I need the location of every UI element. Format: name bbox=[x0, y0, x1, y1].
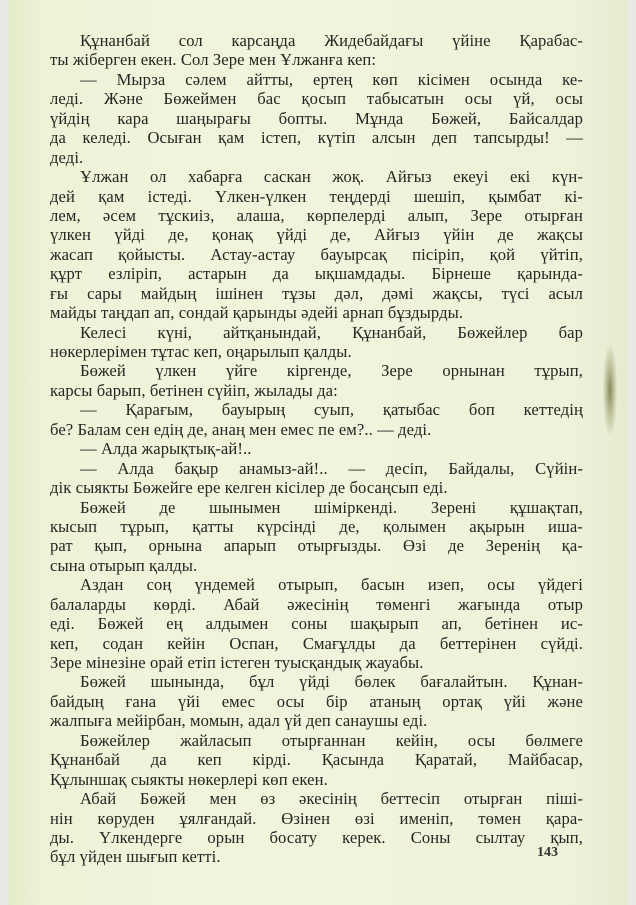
text-line: Бөжей де шынымен шіміркенді. Зерені құшақтап, bbox=[80, 497, 583, 517]
text-line: карсы барып, бетінен сүйіп, жылады да: bbox=[50, 380, 338, 400]
text-line: Құнанбай сол карсаңда Жидебайдағы үйіне Қарабас- bbox=[80, 31, 583, 50]
text-line: нөкерлерімен тұтас кеп, оңарылып қалды. bbox=[50, 342, 352, 361]
text-line: Зере мінезіне орай етіп істеген туысқандық жауабы. bbox=[50, 653, 424, 672]
text-line: байдың ғана үйі емес осы бір атаның ортақ үйі және bbox=[50, 691, 583, 711]
text-line: кысып тұрып, қатты күрсінді де, қолымен ақырын иша- bbox=[50, 516, 583, 536]
text-line: жасап қойысты. Астау-астау бауырсақ пісіріп, қой үйтіп, bbox=[50, 244, 583, 264]
text-line: да келеді. Осыған қам істеп, күтіп алсын деп тапсырды! — bbox=[50, 128, 583, 148]
text-line: Абай Бөжей мен өз әкесінің беттесіп отырған пішi- bbox=[80, 789, 583, 809]
text-line: кеп, содан кейін Оспан, Смағұлды да беттерінен сүйді. bbox=[50, 633, 583, 653]
text-line: деді. bbox=[50, 147, 84, 167]
text-line: үлкен үйді де, қонақ үйді де, Айғыз үйін де жақсы bbox=[50, 225, 583, 245]
text-line: леді. Және Бөжеймен бас қосып табысатын осы үй, осы bbox=[50, 89, 583, 109]
text-line: ғы сары майдың ішінен тұзы дәл, дәмі жақсы, түсі асыл bbox=[50, 283, 583, 303]
text-line: — Алда бақыр анамыз-ай!.. — десіп, Байдалы, Сүйін- bbox=[80, 458, 583, 478]
text-line: — Алда жарықтық-ай!.. bbox=[80, 439, 252, 459]
text-line: — Мырза сәлем айтты, ертең көп кісімен осында ке- bbox=[80, 69, 583, 89]
text-line: жалпыға мейірбан, момын, адал үй деп санаушы еді. bbox=[50, 711, 428, 731]
text-line: балаларды көрді. Абай әжесінің төменгі жағында отыр bbox=[50, 594, 583, 614]
text-line: Бөжей үлкен үйге кіргенде, Зере орнынан тұрып, bbox=[80, 361, 583, 381]
text-line: бе? Балам сен едің де, анаң мен емес пе ем?.. — деді. bbox=[50, 419, 432, 439]
text-line: Аздан соң үндемей отырып, басын изеп, осы үйдегі bbox=[80, 575, 583, 595]
page-number: 143 bbox=[537, 845, 558, 860]
text-line: лем, әсем тұскиіз, алаша, көрпелерді алып, Зере отырған bbox=[50, 205, 583, 225]
text-line: Ұлжан ол хабарға саскан жоқ. Айғыз екеуі екі күн- bbox=[80, 167, 583, 187]
text-line: рат қып, орнына апарып отырғызды. Өзі де Зеренің қа- bbox=[50, 536, 583, 556]
text-line: Бөжей шынында, бұл үйді бөлек бағалайтын. Құнан- bbox=[80, 672, 583, 692]
text-line: үйдің кара шаңырағы бопты. Мұнда Бөжей, Байсалдар bbox=[50, 108, 583, 128]
text-line: Құнанбай да кеп кірді. Қасында Қаратай, Майбасар, bbox=[50, 750, 583, 770]
text-line: майды таңдап ап, сондай қарынды әдейі арнап бұздырды. bbox=[50, 303, 464, 323]
text-line: Құлыншақ сыякты нөкерлері көп екен. bbox=[50, 769, 328, 789]
text-line: Бөжейлер жайласып отырғаннан кейін, осы бөлмеге bbox=[80, 730, 583, 750]
page-stain bbox=[603, 345, 617, 435]
text-line: — Қарағым, бауырың суып, қатыбас боп кеттедің bbox=[80, 400, 583, 420]
text-line: құрт езліріп, астарын да ықшамдады. Бірнеше қарында- bbox=[50, 264, 583, 284]
text-line: ды. Үлкендерге орын босату керек. Соны сылтау қып, bbox=[50, 827, 583, 847]
text-line: ты жіберген екен. Сол Зере мен Ұлжанға кеп: bbox=[50, 50, 377, 70]
text-line: дей қам істеді. Үлкен-үлкен теңдерді шешіп, қымбат кі- bbox=[50, 186, 583, 206]
text-line: нін көруден ұялғандай. Өзінен өзі именіп, төмен қара- bbox=[50, 808, 583, 828]
text-line: сына отырып қалды. bbox=[50, 555, 198, 575]
body-text bbox=[50, 31, 583, 867]
text-line: бұл үйден шығып кетті. bbox=[50, 847, 221, 867]
text-line: еді. Бөжей ең алдымен соны шақырып ап, бетінен ис- bbox=[50, 614, 583, 634]
text-line: Келесі күні, айтқанындай, Құнанбай, Бөжейлер бар bbox=[80, 322, 583, 342]
book-page bbox=[8, 0, 628, 905]
text-line: дік сыякты Бөжейге ере келген кісілер де босаңсып еді. bbox=[50, 478, 448, 498]
